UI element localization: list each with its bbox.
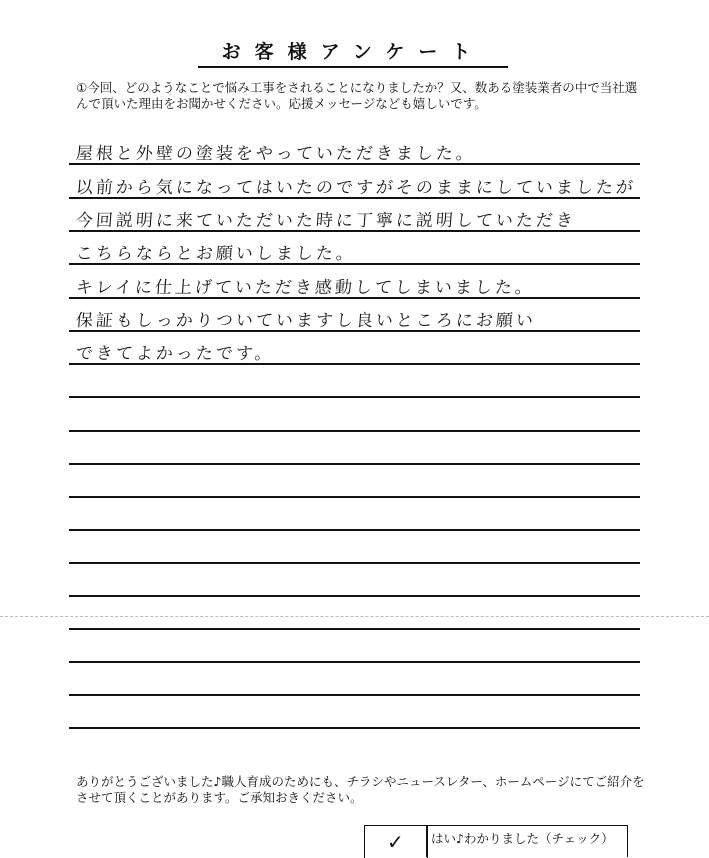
- ruled-line: [69, 595, 640, 597]
- answer-line-7: できてよかったです。: [75, 344, 276, 364]
- ruled-line: [69, 694, 640, 696]
- question-1: ①今回、どのようなことで悩み工事をされることになりましたか？又、数ある塗装業者の中で当社選んで頂いた理由をお聞かせください。応援メッセージなども嬉しいです。: [76, 80, 638, 111]
- ruled-line: [69, 430, 640, 432]
- ruled-line: [69, 628, 640, 630]
- consent-checkbox[interactable]: [364, 825, 428, 858]
- ruled-line: [69, 396, 640, 398]
- ruled-line: [69, 496, 640, 498]
- answer-line-4: こちらならとお願いしました。: [75, 244, 357, 264]
- ruled-line: [69, 529, 640, 531]
- answer-line-2: 以前から気になってはいたのですがそのままにしていましたが: [75, 178, 637, 198]
- answer-line-6: 保証もしっかりついていますし良いところにお願い: [75, 311, 537, 331]
- ruled-line: [69, 661, 640, 663]
- survey-title-text: お客様アンケート: [221, 41, 485, 63]
- answer-line-1: 屋根と外壁の塗装をやっていただきました。: [75, 144, 477, 164]
- checkmark-icon: ✓: [387, 830, 404, 854]
- footer-note: ありがとうございました♪職人育成のためにも、チラシやニュースレター、ホームページにてご紹介をさせて頂くことがあります。ご承知おきください。: [76, 774, 645, 805]
- ruled-line: [69, 562, 640, 564]
- answer-line-3: 今回説明に来ていただいた時に丁寧に説明していただき: [75, 211, 577, 231]
- ruled-line: [69, 727, 640, 729]
- scan-artifact-dashed-line: [0, 616, 709, 618]
- ruled-line: [69, 463, 640, 465]
- answer-line-5: キレイに仕上げていただき感動してしまいました。: [75, 278, 536, 298]
- survey-title: [198, 38, 508, 68]
- consent-label: はい♪わかりました（チェック）: [426, 825, 628, 857]
